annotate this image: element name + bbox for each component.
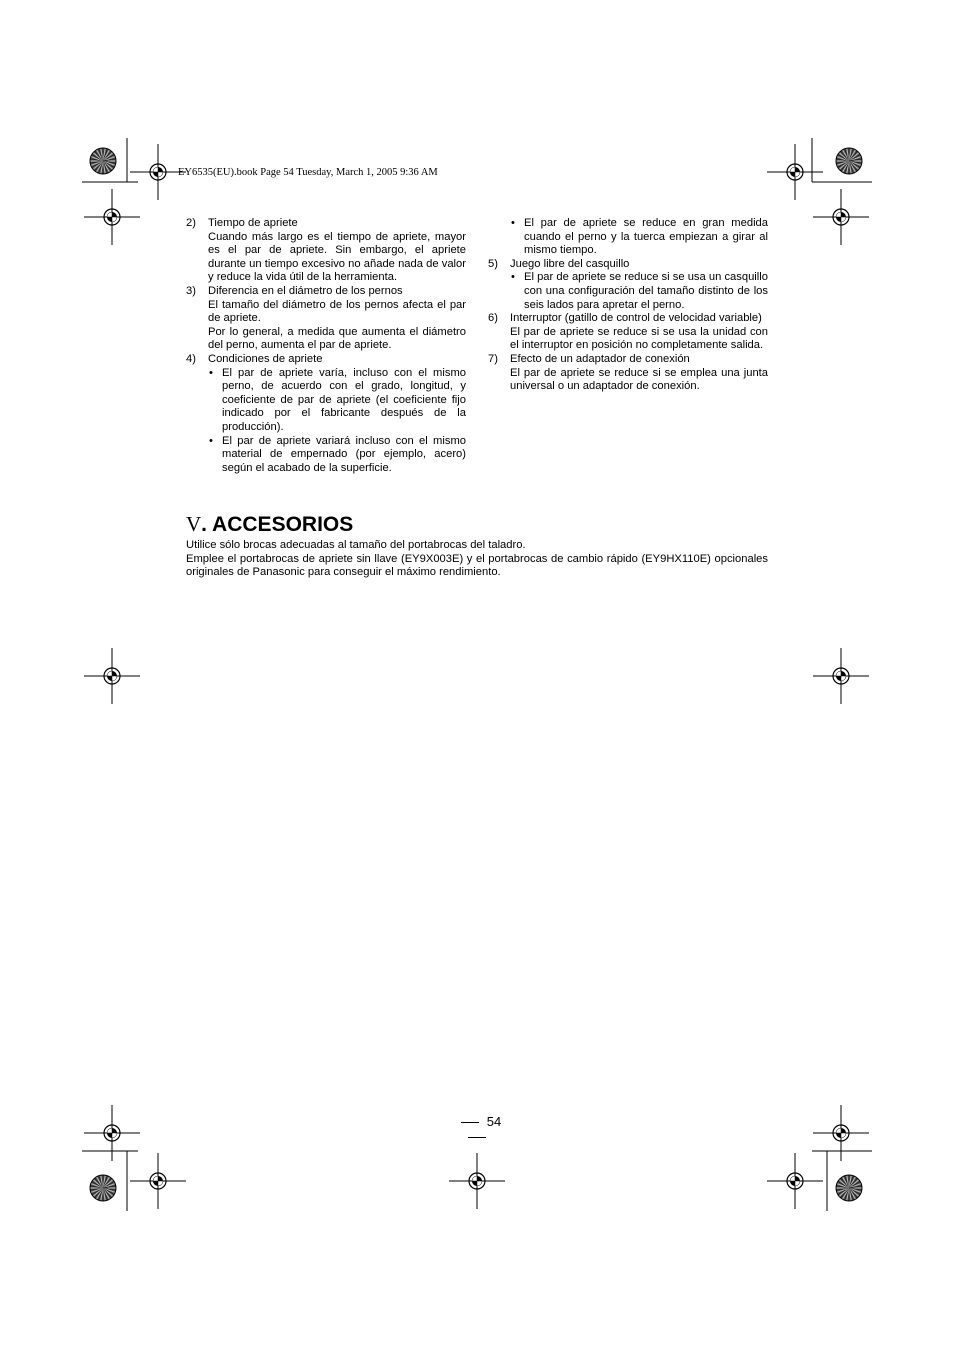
starburst-registration-icon [836,1175,862,1201]
crosshair-registration-icon [84,189,140,245]
item-title: Condiciones de apriete [208,352,323,365]
bullet-item [510,217,768,258]
item-paragraph: Cuando más largo es el tiempo de apriete, mayor es el par de apriete. Sin embargo, el apriete durante un tiempo excesivo no añade nada de valor y reduce la vida útil de la herramienta. [208,230,466,284]
list-item-7 [488,353,768,394]
item-number: 6) [488,312,498,325]
list-item-3 [186,285,466,353]
page-number [438,1114,516,1144]
crosshair-registration-icon [767,144,823,200]
bullet-dot-icon: • [209,366,213,379]
item-number: 7) [488,352,498,365]
item-paragraph: El par de apriete se reduce si se emplea una junta universal o un adaptador de conexión. [510,366,768,393]
bullet-item [208,435,466,476]
item-title: Efecto de un adaptador de conexión [510,352,690,365]
crosshair-registration-icon [130,1153,186,1209]
dash-left [461,1122,479,1123]
crosshair-registration-icon [813,1105,869,1161]
page-number-text: 54 [486,1114,502,1129]
crosshair-registration-icon [767,1153,823,1209]
starburst-registration-icon [90,1175,116,1201]
bullet-dot-icon: • [511,217,515,229]
list-item-5 [488,258,768,312]
section-body [186,539,768,580]
continued-item-4 [488,217,768,258]
item-paragraph: El par de apriete se reduce si se usa la unidad con el interruptor en posición no completamente salida. [510,325,768,352]
bullet-dot-icon: • [209,434,213,447]
crosshair-registration-icon [84,648,140,704]
list-item-4 [186,353,466,475]
book-file-header: EY6535(EU).book Page 54 Tuesday, March 1, 2005 9:36 AM [178,167,438,178]
bullet-text: El par de apriete varía, incluso con el mismo perno, de acuerdo con el grado, longitud, y coeficiente de par de apriete (el coeficiente fijo indicado por el fabricante después de la producción). [222,366,466,433]
item-title: Tiempo de apriete [208,217,298,229]
item-title: Diferencia en el diámetro de los pernos [208,284,403,297]
crosshair-registration-icon [449,1153,505,1209]
list-item-2 [186,217,466,285]
dash-right [468,1137,486,1138]
right-column [488,217,768,394]
bullet-item [208,367,466,435]
bullet-item [510,271,768,312]
crosshair-registration-icon [84,1105,140,1161]
starburst-registration-icon [836,148,862,174]
crosshair-registration-icon [813,189,869,245]
item-title: Juego libre del casquillo [510,257,630,270]
item-number: 2) [186,217,196,229]
section-heading [186,512,353,537]
bullet-dot-icon: • [511,271,515,284]
section-line: Emplee el portabrocas de apriete sin llave (EY9X003E) y el portabrocas de cambio rápido (EY9HX110E) opcionales originales de Panasonic para conseguir el máximo rendimiento. [186,552,768,579]
item-number: 3) [186,284,196,297]
item-title: Interruptor (gatillo de control de velocidad variable) [510,312,762,325]
section-title-text: . ACCESORIOS [201,513,354,536]
section-line: Utilice sólo brocas adecuadas al tamaño del portabrocas del taladro. [186,539,526,551]
bullet-text: El par de apriete se reduce si se usa un casquillo con una configuración del tamaño distinto de los seis lados para apretar el perno. [524,271,768,311]
bullet-text: El par de apriete se reduce en gran medida cuando el perno y la tuerca empiezan a girar al mismo tiempo. [524,217,768,257]
section-roman-numeral: V [186,512,202,536]
starburst-registration-icon [90,148,116,174]
item-number: 5) [488,257,498,270]
bullet-text: El par de apriete variará incluso con el mismo material de empernado (por ejemplo, acero) según el acabado de la superficie. [222,434,466,474]
item-number: 4) [186,352,196,365]
list-item-6 [488,312,768,353]
item-paragraph: El tamaño del diámetro de los pernos afecta el par de apriete. [208,298,466,325]
left-column [186,217,466,475]
item-paragraph: Por lo general, a medida que aumenta el diámetro del perno, aumenta el par de apriete. [208,325,466,352]
crosshair-registration-icon [813,648,869,704]
